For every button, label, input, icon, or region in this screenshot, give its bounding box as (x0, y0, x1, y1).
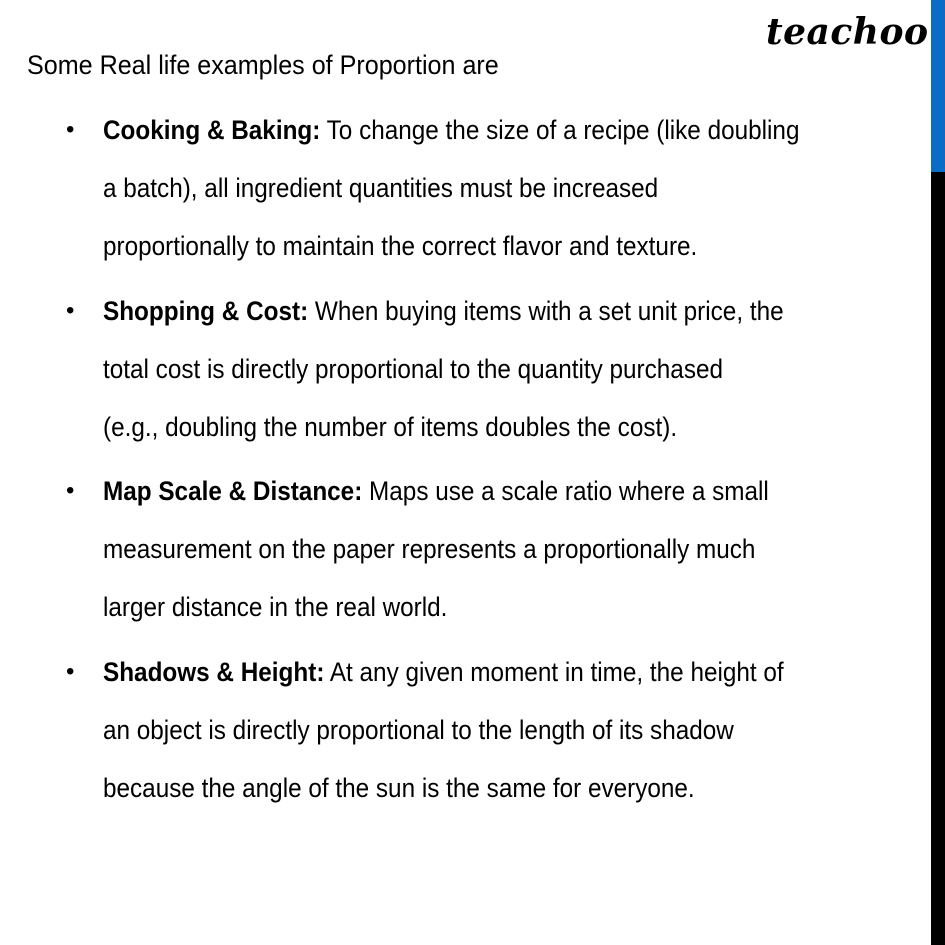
item-line: proportionally to maintain the correct flavor and texture. (103, 231, 698, 261)
item-body (103, 643, 913, 817)
item-term: Shadows & Height: (103, 657, 325, 687)
item-line (103, 462, 913, 520)
item-line: because the angle of the sun is the same for everyone. (103, 773, 695, 803)
teachoo-logo: teachoo (766, 11, 929, 53)
item-term: Shopping & Cost: (103, 296, 309, 326)
side-bar (931, 0, 945, 945)
item-text: Maps use a scale ratio where a small (362, 476, 769, 506)
item-line: (e.g., doubling the number of items doubles the cost). (103, 412, 678, 442)
item-line: a batch), all ingredient quantities must be increased (103, 173, 659, 203)
item-line: total cost is directly proportional to the quantity purchased (103, 354, 724, 384)
item-term: Cooking & Baking: (103, 115, 321, 145)
item-line (103, 282, 913, 340)
item-text: To change the size of a recipe (like doubling (320, 115, 800, 145)
item-body (103, 462, 913, 636)
bullet-icon: • (66, 116, 75, 143)
side-bar-accent (931, 0, 945, 172)
item-line: larger distance in the real world. (103, 592, 448, 622)
bullet-icon: • (66, 477, 75, 504)
item-body (103, 282, 913, 456)
item-line: an object is directly proportional to the length of its shadow (103, 715, 734, 745)
item-line (103, 101, 913, 159)
bullet-icon: • (66, 658, 75, 685)
item-line (103, 643, 913, 701)
item-text: When buying items with a set unit price, the (308, 296, 784, 326)
intro-heading: Some Real life examples of Proportion are (27, 50, 499, 80)
bullet-icon: • (66, 297, 75, 324)
item-term: Map Scale & Distance: (103, 476, 363, 506)
item-text: At any given moment in time, the height of (324, 657, 784, 687)
item-line: measurement on the paper represents a proportionally much (103, 534, 756, 564)
item-body (103, 101, 913, 275)
